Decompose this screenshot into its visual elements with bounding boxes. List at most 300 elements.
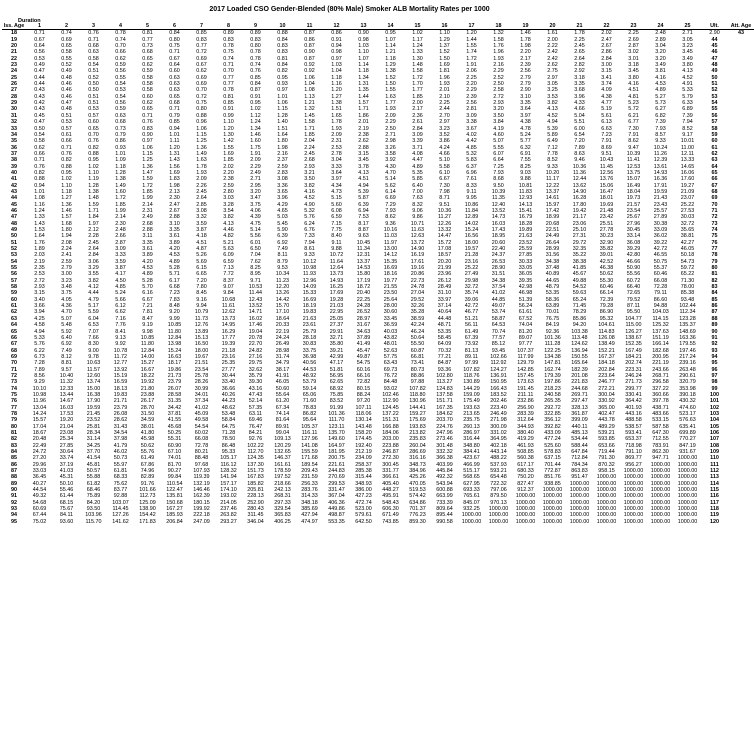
rate-cell: 12.84 [140,347,155,354]
rate-cell: 14.90 [572,188,587,195]
rate-cell: 75.89 [86,493,101,500]
rate-cell: 12.33 [59,385,74,392]
rate-cell: 5.92 [61,328,72,335]
issue-age-cell: 60 [11,296,17,303]
rate-cell: 11.63 [410,227,425,233]
rate-cell: 3.36 [277,182,288,189]
rate-cell: 0.99 [223,112,234,119]
rate-cell: 1000.00 [461,512,482,519]
rate-cell: 0.83 [250,36,261,43]
rate-cell: 0.88 [34,176,45,183]
rate-cell: 286.69 [409,449,426,456]
rate-cell: 7.00 [412,188,423,195]
issue-age-cell: 21 [11,49,17,56]
rate-cell: 3.23 [682,43,693,50]
rate-cell: 0.88 [61,163,72,170]
rate-cell: 7.39 [655,119,666,126]
rate-cell: 14.93 [653,169,668,176]
rate-cell: 85.38 [680,290,695,297]
rate-cell: 3.49 [682,55,693,62]
rate-cell: 60.16 [356,366,371,373]
rate-cell: 5.39 [358,188,369,195]
attained-age-cell: 109 [710,449,719,456]
rate-cell: 2.84 [412,125,423,132]
rate-cell: 2.62 [547,62,558,69]
rate-cell: 6.76 [304,227,315,233]
rate-cell: 3.96 [277,195,288,202]
rate-cell: 405.40 [382,480,399,487]
rate-cell: 772.87 [544,468,561,475]
rate-cell: 34.54 [113,430,128,436]
rate-cell: 4.29 [277,201,288,208]
rate-cell: 0.74 [115,36,126,43]
rate-cell: 8.56 [34,372,45,379]
rate-cell: 5.39 [547,125,558,132]
rate-cell: 41.02 [491,290,506,297]
rate-cell: 2.64 [196,195,207,202]
rate-cell: 15.24 [167,347,182,354]
rate-cell: 2.84 [601,55,612,62]
rate-cell: 4.33 [574,100,585,107]
rate-cell: 0.49 [61,68,72,75]
rate-cell: 12.89 [464,214,479,221]
rate-cell: 2.50 [493,81,504,88]
rate-cell: 167.37 [598,353,615,360]
rate-cell: 25.22 [680,201,695,208]
rate-cell: 9.17 [682,131,693,138]
rate-cell: 14.09 [302,284,317,291]
rate-cell: 12.77 [113,360,128,367]
rate-cell: 1000.00 [650,518,671,525]
rate-cell: 827.47 [517,480,534,487]
rate-cell: 4.90 [304,201,315,208]
rate-cell: 13.26 [275,290,290,297]
rate-cell: 235.75 [463,417,480,424]
rate-cell: 2.14 [115,214,126,221]
rate-cell: 1000.00 [596,493,617,500]
rate-cell: 0.59 [142,68,153,75]
attained-age-cell: 106 [710,430,719,436]
rate-cell: 102.66 [490,353,507,360]
rate-cell: 28.18 [302,334,317,341]
rate-cell: 912.37 [517,487,534,494]
rate-cell: 9.63 [358,233,369,240]
rate-cell: 43.16 [248,385,263,392]
rate-cell: 23.43 [653,201,668,208]
rate-cell: 4.70 [385,169,396,176]
rate-cell: 1000.00 [623,468,644,475]
rate-cell: 4.51 [358,176,369,183]
rate-cell: 3.59 [196,220,207,227]
rate-cell: 24.24 [275,334,290,341]
rate-cell: 82.89 [140,474,155,481]
rate-cell: 316.44 [463,436,480,443]
rate-cell: 4.87 [196,246,207,253]
rate-cell: 16.28 [572,195,587,202]
rate-cell: 4.25 [34,315,45,322]
rate-cell: 4.05 [61,296,72,303]
rate-cell: 16.56 [464,233,479,240]
rate-cell: 214.05 [220,499,237,506]
rate-cell: 2.56 [466,100,477,107]
rate-cell: 147.81 [544,360,561,367]
rate-cell: 10.86 [464,201,479,208]
rate-cell: 9.19 [142,322,153,329]
rate-cell: 1.31 [169,150,180,157]
rate-cell: 3.86 [439,138,450,145]
rate-cell: 45.68 [167,423,182,430]
rate-cell: 1000.00 [461,518,482,525]
rate-cell: 5.90 [277,227,288,233]
rate-cell: 9.88 [520,176,531,183]
rate-cell: 136.91 [490,372,507,379]
rate-cell: 0.97 [277,87,288,94]
attained-age-cell: 112 [710,468,719,475]
rate-cell: 932.25 [463,506,480,513]
rate-cell: 4.53 [169,252,180,259]
issue-age-cell: 52 [11,246,17,253]
rate-cell: 32.35 [572,246,587,253]
rate-cell: 9.71 [250,277,261,284]
rate-cell: 6.69 [385,195,396,202]
rate-cell: 74.01 [167,455,182,462]
rate-cell: 3.82 [223,214,234,221]
rate-cell: 1.49 [196,150,207,157]
rate-cell: 0.82 [61,157,72,164]
rate-cell: 6.59 [223,258,234,265]
rate-cell: 48.01 [383,341,398,348]
rate-cell: 28.99 [545,246,560,253]
rate-cell: 34.38 [491,277,506,284]
rate-cell: 1.10 [88,169,99,176]
rate-cell: 6.24 [304,220,315,227]
rate-cell: 1.97 [88,220,99,227]
rate-cell: 51.21 [464,315,479,322]
rate-cell: 24.78 [410,284,425,291]
rate-cell: 41.79 [113,442,128,449]
rate-cell: 593.85 [598,436,615,443]
rate-cell: 154.42 [139,512,156,519]
rate-cell: 364.95 [490,436,507,443]
rate-cell: 211.11 [517,391,534,398]
rate-cell: 280.43 [247,506,264,513]
header-issue-age: Iss. Age [3,23,25,29]
rate-cell: 0.66 [61,138,72,145]
rate-cell: 28.58 [167,391,182,398]
rate-cell: 466.99 [463,461,480,468]
rate-cell: 33.40 [221,379,236,386]
rate-cell: 11.41 [626,157,641,164]
rate-cell: 8.25 [250,265,261,272]
rate-cell: 39.35 [518,277,533,284]
rate-cell: 606.30 [382,506,399,513]
rate-cell: 1.10 [223,119,234,126]
rate-cell: 104.03 [652,309,669,316]
rate-cell: 45.09 [194,410,209,417]
rate-cell: 21.63 [518,233,533,240]
rate-cell: 11.27 [437,214,452,221]
rate-cell: 5.33 [34,334,45,341]
rate-cell: 27.04 [410,290,425,297]
rate-cell: 107.82 [463,366,480,373]
rate-cell: 6.49 [547,138,558,145]
rate-cell: 67.34 [275,404,290,411]
rate-cell: 11.80 [167,328,182,335]
rate-cell: 361.87 [571,410,588,417]
rate-cell: 14.93 [329,277,344,284]
rate-cell: 23.54 [194,366,209,373]
rate-cell: 90.27 [167,468,182,475]
rate-cell: 9.78 [88,353,99,360]
rate-cell: 634.86 [409,499,426,506]
rate-cell: 0.52 [61,62,72,69]
rate-cell: 18.19 [302,303,317,310]
rate-cell: 17.90 [86,398,101,405]
rate-cell: 5.60 [331,201,342,208]
rate-cell: 71.28 [221,430,236,436]
rate-cell: 548.43 [382,499,399,506]
issue-age-cell: 30 [11,106,17,113]
rate-cell: 8.62 [628,138,639,145]
rate-cell: 0.42 [34,100,45,107]
rate-cell: 1.36 [142,163,153,170]
rate-cell: 89.07 [518,334,533,341]
issue-age-cell: 65 [11,328,17,335]
rate-cell: 5.56 [250,233,261,240]
rate-cell: 9.98 [142,328,153,335]
rate-cell: 653.66 [598,442,615,449]
rate-cell: 16.36 [653,176,668,183]
rate-cell: 74.04 [518,322,533,329]
rate-cell: 6.62 [115,309,126,316]
rate-cell: 5.76 [34,341,45,348]
rate-cell: 142.85 [517,366,534,373]
rate-cell: 135.70 [328,430,345,436]
rate-cell: 1.52 [385,74,396,81]
rate-cell: 1.78 [196,163,207,170]
header-duration: 5 [134,23,161,30]
rate-cell: 1000.00 [569,493,590,500]
rate-cell: 162.39 [193,493,210,500]
rate-cell: 366.38 [436,455,453,462]
rate-cell: 1.93 [439,81,450,88]
rate-cell: 39.06 [464,296,479,303]
rate-cell: 4.89 [655,87,666,94]
rate-cell: 6.27 [655,106,666,113]
rate-cell: 4.38 [601,93,612,100]
rate-cell: 0.78 [223,87,234,94]
rate-cell: 1.56 [169,163,180,170]
rate-cell: 0.78 [250,49,261,56]
rate-cell: 29.96 [32,461,47,468]
rate-cell: 3.64 [520,106,531,113]
rate-cell: 32.26 [410,303,425,310]
rate-cell: 9.33 [547,163,558,170]
rate-cell: 0.63 [115,112,126,119]
rate-cell: 28.26 [194,379,209,386]
attained-age-cell: 72 [711,214,718,221]
rate-cell: 3.02 [628,49,639,56]
rate-cell: 1.77 [412,87,423,94]
rate-cell: 1.44 [466,36,477,43]
rate-cell: 15.35 [383,258,398,265]
rate-cell: 4.16 [655,74,666,81]
rate-cell: 16.03 [59,404,74,411]
rate-cell: 105.17 [220,455,237,462]
rate-cell: 61.49 [140,455,155,462]
rate-cell: 2.79 [520,74,531,81]
rate-cell: 1000.00 [542,512,563,519]
rate-cell: 69.73 [383,366,398,373]
rate-cell: 2.79 [61,265,72,272]
rate-cell: 6.14 [385,188,396,195]
rate-cell: 322.85 [544,410,561,417]
rate-cell: 18.57 [437,252,452,259]
issue-age-cell: 18 [11,30,17,37]
attained-age-cell: 111 [710,461,719,468]
rate-cell: 35.82 [599,246,614,253]
rate-cell: 2.48 [115,227,126,233]
rate-cell: 18.72 [356,284,371,291]
rate-cell: 52.63 [383,347,398,354]
rate-cell: 1.18 [61,188,72,195]
rate-cell: 120.29 [274,442,291,449]
rate-cell: 348.80 [463,442,480,449]
rate-cell: 31.74 [275,353,290,360]
issue-age-cell: 39 [11,163,17,170]
rate-cell: 5.33 [682,87,693,94]
rate-cell: 17.53 [59,410,74,417]
issue-age-cell: 86 [11,461,17,468]
rate-cell: 66.08 [653,277,668,284]
rate-cell: 34.38 [545,258,560,265]
issue-age-cell: 47 [11,214,17,221]
rate-cell: 11.26 [653,150,668,157]
rate-cell: 13.52 [491,207,506,214]
rate-cell: 0.70 [115,43,126,50]
rate-cell: 1.06 [304,74,315,81]
rate-cell: 21.28 [464,252,479,259]
rate-cell: 206.84 [166,518,183,525]
rate-cell: 10.20 [545,169,560,176]
rate-cell: 5.58 [439,163,450,170]
rate-cell: 1.34 [250,125,261,132]
rate-cell: 74.14 [275,410,290,417]
rate-cell: 35.65 [680,227,695,233]
rate-cell: 118.76 [463,372,480,379]
rate-cell: 180.15 [193,499,210,506]
issue-age-cell: 56 [11,271,17,278]
rate-cell: 2.12 [88,227,99,233]
rate-cell: 11.93 [302,271,317,278]
rate-cell: 218.23 [544,385,561,392]
rate-cell: 5.72 [628,106,639,113]
mortality-table [2,23,754,525]
rate-cell: 0.54 [115,93,126,100]
rate-cell: 81.64 [275,417,290,424]
rate-cell: 508.85 [517,449,534,456]
rate-cell: 533.15 [652,417,669,424]
rate-cell: 7.49 [61,347,72,354]
rate-cell: 5.24 [115,290,126,297]
rate-cell: 197.52 [274,474,291,481]
rate-cell: 13.32 [437,227,452,233]
rate-cell: 45.81 [86,461,101,468]
rate-cell: 199.92 [193,506,210,513]
rate-cell: 4.16 [304,188,315,195]
rate-cell: 6.22 [34,347,45,354]
rate-cell: 31.14 [86,436,101,443]
rate-cell: 1.64 [34,233,45,240]
rate-cell: 6.65 [196,271,207,278]
header-duration: 23 [620,23,647,30]
rate-cell: 37.54 [491,284,506,291]
issue-age-cell: 95 [11,518,17,525]
rate-cell: 990.58 [436,518,453,525]
rate-cell: 12.96 [302,277,317,284]
rate-cell: 27.49 [464,271,479,278]
rate-cell: 0.51 [61,112,72,119]
rate-cell: 61.20 [275,398,290,405]
rate-cell: 86.48 [221,442,236,449]
rate-cell: 38.01 [140,423,155,430]
rate-cell: 3.59 [115,258,126,265]
rate-cell: 36.08 [626,239,641,246]
rate-cell: 185.93 [166,512,183,519]
rate-cell: 1.18 [115,163,126,170]
rate-cell: 21.51 [194,360,209,367]
rate-cell: 312.64 [517,417,534,424]
rate-cell: 1000.00 [515,506,536,513]
rate-cell: 3.15 [34,290,45,297]
issue-age-cell: 81 [11,430,17,436]
attained-age-cell: 107 [710,436,719,443]
rate-cell: 6.17 [169,277,180,284]
header-duration: 6 [161,23,188,30]
rate-cell: 448.27 [382,487,399,494]
rate-cell: 0.87 [250,87,261,94]
rate-cell: 6.67 [142,296,153,303]
issue-age-cell: 26 [11,81,17,88]
attained-age-cell: 50 [711,74,718,81]
rate-cell: 1.16 [331,81,342,88]
rate-cell: 27.78 [599,227,614,233]
rate-cell: 5.03 [277,214,288,221]
rate-cell: 1.37 [439,43,450,50]
rate-cell: 93.50 [86,506,101,513]
rate-cell: 1000.00 [596,506,617,513]
rate-cell: 12.22 [545,182,560,189]
rate-cell: 7.16 [115,315,126,322]
rate-cell: 66.40 [626,284,641,291]
issue-age-cell: 42 [11,182,17,189]
attained-age-cell: 62 [711,150,718,157]
rate-cell: 2.78 [331,150,342,157]
rate-cell: 30.83 [302,341,317,348]
rate-cell: 16.03 [491,220,506,227]
rate-cell: 48.92 [302,372,317,379]
rate-cell: 78.29 [572,309,587,316]
rate-cell: 2.20 [223,169,234,176]
rate-cell: 76.72 [383,372,398,379]
rate-cell: 78.50 [221,436,236,443]
rate-cell: 23.42 [599,214,614,221]
rate-cell: 1.89 [34,246,45,253]
rate-cell: 6.37 [466,163,477,170]
rate-cell: 62.65 [329,379,344,386]
rate-cell: 947.71 [652,455,669,462]
rate-cell: 8.68 [493,176,504,183]
